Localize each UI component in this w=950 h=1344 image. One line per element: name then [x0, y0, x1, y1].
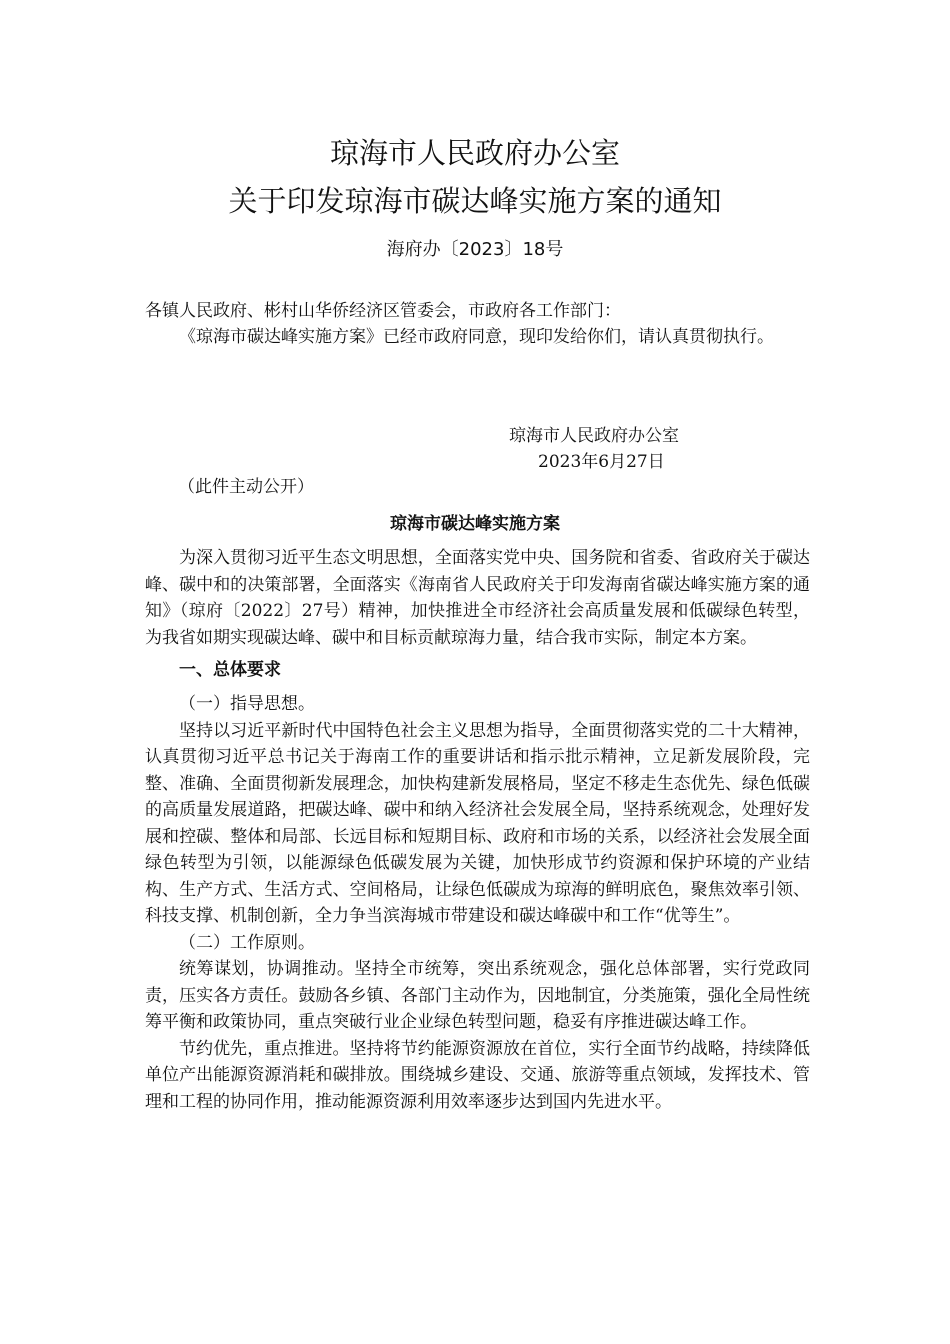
plan-intro-paragraph: 为深入贯彻习近平生态文明思想，全面落实党中央、国务院和省委、省政府关于碳达峰、碳中和的决策部署，全面落实《海南省人民政府关于印发海南省碳达峰实施方案的通知》（琼府〔2022〕27号）精神，加快推进全市经济社会高质量发展和低碳绿色转型，为我省如期实现碳达峰、碳中和目标贡献琼海力量，结合我市实际，制定本方案。 [145, 548, 810, 648]
signature-organization: 琼海市人民政府办公室 [509, 426, 679, 446]
principle-paragraph-saving-priority: 节约优先，重点推进。坚持将节约能源资源放在首位，实行全面节约战略，持续降低单位产出能源资源消耗和碳排放。围绕城乡建设、交通、旅游等重点领域，发挥技术、管理和工程的协同作用，推动能源资源利用效率逐步达到国内先进水平。 [145, 1038, 810, 1112]
subsection-heading-guiding-ideology: （一）指导思想。 [179, 694, 315, 714]
notice-title-line1: 琼海市人民政府办公室 [329, 136, 620, 170]
plan-title: 琼海市碳达峰实施方案 [390, 514, 560, 534]
addressee-block [145, 298, 810, 325]
document-number: 海府办〔2023〕18号 [386, 239, 564, 260]
notice-body: 《琼海市碳达峰实施方案》已经市政府同意，现印发给你们，请认真贯彻执行。 [179, 327, 774, 347]
subsection-heading-work-principles: （二）工作原则。 [179, 932, 315, 953]
plan-body [145, 545, 810, 1115]
section-heading-general-requirements: 一、总体要求 [179, 660, 281, 680]
signature-date: 2023年6月27日 [538, 452, 665, 472]
addressee: 各镇人民政府、彬村山华侨经济区管委会，市政府各工作部门： [145, 301, 621, 321]
principle-paragraph-coordination: 统筹谋划，协调推动。坚持全市统筹，突出系统观念，强化总体部署，实行党政同责，压实各方责任。鼓励各乡镇、各部门主动作为，因地制宜，分类施策，强化全局性统筹平衡和政策协同，重点突破行业企业绿色转型问题，稳妥有序推进碳达峰工作。 [145, 959, 810, 1032]
notice-title-line2: 关于印发琼海市碳达峰实施方案的通知 [228, 184, 722, 218]
notice-body-block [145, 324, 810, 351]
guiding-ideology-paragraph: 坚持以习近平新时代中国特色社会主义思想为指导，全面贯彻落实党的二十大精神，认真贯彻习近平总书记关于海南工作的重要讲话和指示批示精神，立足新发展阶段，完整、准确、全面贯彻新发展理念，加快构建新发展格局，坚定不移走生态优先、绿色低碳的高质量发展道路，把碳达峰、碳中和纳入经济社会发展全局，坚持系统观念，处理好发展和控碳、整体和局部、长远目标和短期目标、政府和市场的关系，以经济社会发展全面绿色转型为引领，以能源绿色低碳发展为关键，加快形成节约资源和保护环境的产业结构、生产方式、生活方式、空间格局，让绿色低碳成为琼海的鲜明底色，聚焦效率引领、科技支撑、机制创新，全力争当滨海城市带建设和碳达峰碳中和工作“优等生”。 [145, 720, 810, 926]
publicity-note: （此件主动公开） [178, 477, 314, 497]
